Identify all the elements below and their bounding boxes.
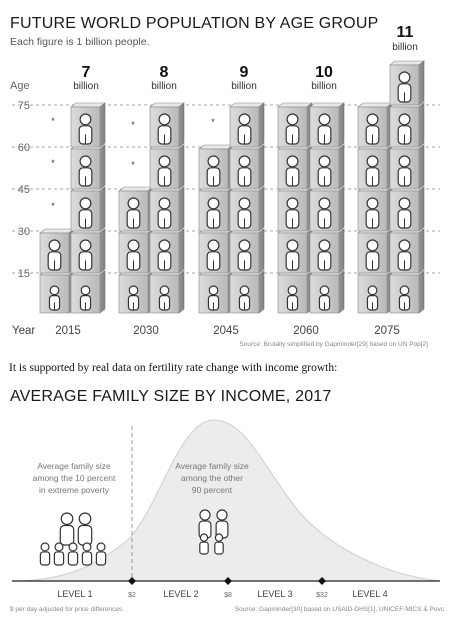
column-2015 — [40, 103, 105, 313]
person-2075-3-head — [367, 156, 378, 167]
person-2060-0-head — [320, 286, 329, 295]
billion-label-2015: billion — [73, 81, 99, 92]
figure-cell-2060-45-60 — [278, 145, 312, 189]
billion-label-2060: billion — [311, 81, 337, 92]
y-tick-60: 60 — [17, 142, 30, 154]
figure-cell-2015-45-60 — [71, 145, 105, 189]
cell-top — [230, 103, 264, 107]
caption-line: 90 percent — [191, 485, 233, 495]
cell-side — [339, 229, 344, 273]
person-2075-0-head — [368, 286, 377, 295]
person-2015-1-head — [80, 240, 91, 251]
level-label-4: LEVEL 4 — [352, 589, 388, 599]
child-r0-body — [200, 542, 208, 554]
y-tick-labels — [18, 100, 30, 280]
figure-cell-2045-0-15 — [230, 271, 264, 313]
empty-slot-star: * — [51, 116, 55, 126]
cell-side — [179, 271, 184, 313]
person-2030-1-head — [128, 240, 139, 251]
figure-cell-2060-15-30 — [278, 229, 312, 273]
person-2045-1-head — [239, 240, 250, 251]
cell-top — [358, 103, 392, 107]
figure-cell-2075-0-15 — [390, 271, 424, 313]
cell-top — [199, 145, 233, 149]
empty-slot-star: * — [131, 120, 135, 130]
empty-slot-star: * — [211, 117, 215, 127]
figure-cell-2030-30-45 — [150, 187, 184, 231]
person-2075-2-head — [399, 198, 410, 209]
person-2075-0-head — [400, 286, 409, 295]
figure-cell-2045-60-75 — [230, 103, 264, 147]
billion-label-2075: billion — [392, 42, 418, 53]
figure-cell-2075-0-15 — [358, 271, 392, 313]
cell-side — [179, 145, 184, 189]
person-2045-3-head — [239, 156, 250, 167]
family-chart-title: AVERAGE FAMILY SIZE BY INCOME, 2017 — [10, 388, 332, 405]
year-label-2060: 2060 — [293, 325, 319, 337]
population-chart-title: FUTURE WORLD POPULATION BY AGE GROUP — [10, 15, 379, 32]
figure-cell-2075-30-45 — [390, 187, 424, 231]
year-label-2015: 2015 — [55, 325, 81, 337]
person-2045-2-head — [239, 198, 250, 209]
person-2045-0-head — [209, 286, 218, 295]
person-2060-3-head — [287, 156, 298, 167]
figure-cell-2060-0-15 — [310, 271, 344, 313]
person-2060-4-head — [319, 114, 330, 125]
person-2060-2-head — [287, 198, 298, 209]
person-2015-4-head — [80, 114, 91, 125]
cell-top — [390, 61, 424, 65]
person-2015-2-head — [80, 198, 91, 209]
cell-top — [278, 103, 312, 107]
person-2045-1-head — [208, 240, 219, 251]
column-2045 — [199, 103, 264, 313]
year-label-2075: 2075 — [374, 325, 400, 337]
figure-cell-2045-30-45 — [199, 187, 233, 231]
cell-side — [419, 271, 424, 313]
figure-cell-2045-45-60 — [199, 145, 233, 189]
child-r1-head — [215, 534, 222, 541]
person-2030-4-head — [159, 114, 170, 125]
figure-cell-2060-0-15 — [278, 271, 312, 313]
person-2060-1-head — [287, 240, 298, 251]
adult-l1-body — [78, 526, 91, 545]
cell-side — [100, 229, 105, 273]
cell-side — [179, 187, 184, 231]
figure-cell-2075-45-60 — [390, 145, 424, 189]
caption-line: Average family size — [175, 461, 249, 471]
cell-side — [100, 187, 105, 231]
x-axis-label: Year — [12, 325, 36, 337]
person-2075-1-head — [399, 240, 410, 251]
cell-top — [310, 103, 344, 107]
cell-top — [40, 229, 74, 233]
empty-slot-star: * — [51, 201, 55, 211]
person-2075-2-head — [367, 198, 378, 209]
person-2015-0-head — [81, 286, 90, 295]
child-l3-body — [82, 552, 91, 565]
figure-cell-2075-60-75 — [390, 103, 424, 147]
population-columns — [40, 61, 424, 313]
caption-line: Average family size — [37, 461, 111, 471]
population-source: Source: Brutally simplified by Gapminder[29] based on UN Pop[2] — [239, 341, 428, 348]
threshold-label: $32 — [316, 592, 328, 599]
figure-cell-2015-60-75 — [71, 103, 105, 147]
figure-cell-2075-45-60 — [358, 145, 392, 189]
level-label-2: LEVEL 2 — [163, 589, 199, 599]
figure-cell-2015-0-15 — [71, 271, 105, 313]
child-l0-body — [40, 552, 49, 565]
child-l1-body — [54, 552, 63, 565]
figure-cell-2075-60-75 — [358, 103, 392, 147]
figure-cell-2045-0-15 — [199, 271, 233, 313]
y-axis-label: Age — [10, 80, 30, 92]
child-l2-body — [68, 552, 77, 565]
adult-l0-head — [61, 513, 73, 525]
threshold-label: $8 — [224, 592, 232, 599]
adult-l1-head — [79, 513, 91, 525]
cell-side — [339, 145, 344, 189]
person-2030-2-head — [128, 198, 139, 209]
year-label-2030: 2030 — [133, 325, 159, 337]
family-size-chart — [0, 378, 458, 619]
person-2030-1-head — [159, 240, 170, 251]
y-tick-75: 75 — [17, 100, 30, 112]
total-2045: 9 — [239, 64, 249, 81]
figure-cell-2015-15-30 — [71, 229, 105, 273]
empty-slot-star: * — [131, 160, 135, 170]
cell-side — [259, 229, 264, 273]
figure-cell-2015-15-30 — [40, 229, 74, 273]
figure-cell-2060-30-45 — [310, 187, 344, 231]
cell-side — [100, 271, 105, 313]
child-l4-head — [97, 543, 105, 551]
cell-side — [179, 103, 184, 147]
figure-cell-2060-30-45 — [278, 187, 312, 231]
family-source: Source: Gapminder[30] based on USAID-DHS[1], UNICEF-MICS & Povc — [234, 606, 444, 613]
figure-cell-2015-0-15 — [40, 271, 74, 313]
figure-cell-2030-0-15 — [119, 271, 153, 313]
cell-side — [339, 271, 344, 313]
person-2075-4-head — [367, 114, 378, 125]
child-l1-head — [55, 543, 63, 551]
person-2030-0-head — [160, 286, 169, 295]
cell-side — [419, 103, 424, 147]
adult-r0-head — [200, 510, 210, 520]
empty-slot-star: * — [51, 158, 55, 168]
person-2060-4-head — [287, 114, 298, 125]
y-tick-15: 15 — [17, 268, 30, 280]
person-2075-1-head — [367, 240, 378, 251]
cell-side — [419, 187, 424, 231]
level-label-3: LEVEL 3 — [257, 589, 293, 599]
cell-side — [339, 187, 344, 231]
column-2060 — [278, 103, 344, 313]
cell-side — [259, 103, 264, 147]
cell-side — [259, 187, 264, 231]
person-2015-3-head — [80, 156, 91, 167]
y-tick-45: 45 — [17, 184, 30, 196]
total-2075: 11 — [396, 24, 414, 41]
figure-cell-2030-45-60 — [150, 145, 184, 189]
child-l3-head — [83, 543, 91, 551]
adult-l0-body — [60, 526, 73, 545]
column-2075 — [358, 61, 424, 313]
extreme-poverty-caption — [33, 461, 116, 495]
figure-cell-2045-15-30 — [199, 229, 233, 273]
figure-cell-2075-15-30 — [358, 229, 392, 273]
person-2060-2-head — [319, 198, 330, 209]
person-2015-0-head — [50, 286, 59, 295]
person-2030-3-head — [159, 156, 170, 167]
figure-cell-2030-0-15 — [150, 271, 184, 313]
child-l4-body — [96, 552, 105, 565]
y-tick-30: 30 — [17, 226, 30, 238]
year-label-2045: 2045 — [213, 325, 239, 337]
cell-side — [259, 145, 264, 189]
person-2075-3-head — [399, 156, 410, 167]
figure-cell-2030-15-30 — [150, 229, 184, 273]
person-2060-0-head — [288, 286, 297, 295]
figure-cell-2030-15-30 — [119, 229, 153, 273]
figure-cell-2075-30-45 — [358, 187, 392, 231]
cell-top — [119, 187, 153, 191]
person-2030-2-head — [159, 198, 170, 209]
person-2075-5-head — [399, 72, 410, 83]
caption-line: in extreme poverty — [39, 485, 109, 495]
figure-cell-2045-15-30 — [230, 229, 264, 273]
figure-cell-2060-60-75 — [278, 103, 312, 147]
person-2045-2-head — [208, 198, 219, 209]
figure-cell-2030-60-75 — [150, 103, 184, 147]
person-2045-4-head — [239, 114, 250, 125]
total-2015: 7 — [81, 64, 91, 81]
cell-side — [179, 229, 184, 273]
figure-cell-2030-30-45 — [119, 187, 153, 231]
total-2030: 8 — [159, 64, 169, 81]
caption-line: among the other — [181, 473, 243, 483]
person-2060-3-head — [319, 156, 330, 167]
person-2075-4-head — [399, 114, 410, 125]
figure-cell-2060-45-60 — [310, 145, 344, 189]
cell-side — [339, 103, 344, 147]
person-2045-0-head — [240, 286, 249, 295]
cell-side — [100, 145, 105, 189]
child-l2-head — [69, 543, 77, 551]
population-chart-subtitle: Each figure is 1 billion people. — [10, 36, 150, 48]
person-2045-3-head — [208, 156, 219, 167]
cell-side — [419, 145, 424, 189]
figure-cell-2045-30-45 — [230, 187, 264, 231]
figure-cell-2075-75+ — [390, 61, 424, 105]
cell-side — [259, 271, 264, 313]
figure-cell-2060-60-75 — [310, 103, 344, 147]
billion-label-2030: billion — [151, 81, 177, 92]
child-r0-head — [200, 534, 207, 541]
person-2030-0-head — [129, 286, 138, 295]
cell-top — [71, 103, 105, 107]
threshold-label: $2 — [128, 592, 136, 599]
figure-cell-2075-15-30 — [390, 229, 424, 273]
cell-side — [100, 103, 105, 147]
cell-top — [150, 103, 184, 107]
cell-side — [419, 229, 424, 273]
cell-side — [419, 61, 424, 105]
family-footnote: $ per day adjusted for price differences. — [10, 606, 125, 613]
total-2060: 10 — [315, 64, 333, 81]
person-2060-1-head — [319, 240, 330, 251]
caption-line: among the 10 percent — [32, 473, 116, 483]
level-label-1: LEVEL 1 — [57, 589, 93, 599]
person-2015-1-head — [49, 240, 60, 251]
figure-cell-2015-30-45 — [71, 187, 105, 231]
figure-cell-2045-45-60 — [230, 145, 264, 189]
extreme-poverty-family — [40, 513, 105, 565]
child-l0-head — [41, 543, 49, 551]
billion-label-2045: billion — [231, 81, 257, 92]
bridge-text: It is supported by real data on fertility rate change with income growth: — [9, 362, 338, 374]
adult-r1-head — [217, 510, 227, 520]
figure-cell-2060-15-30 — [310, 229, 344, 273]
column-2030 — [119, 103, 184, 313]
child-r1-body — [215, 542, 223, 554]
